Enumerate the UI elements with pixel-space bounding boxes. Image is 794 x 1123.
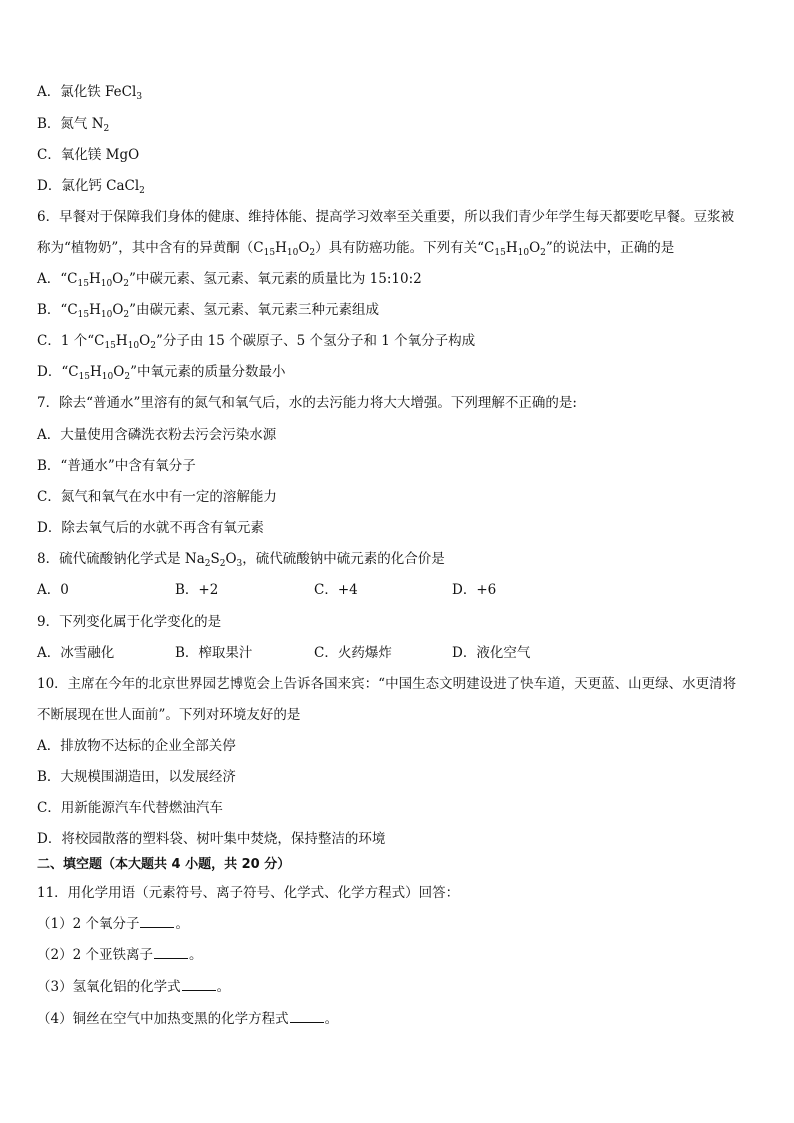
q9-option-a: A．冰雪融化 — [37, 645, 115, 661]
text: 称为“植物奶”，其中含有的异黄酮（C — [37, 240, 264, 256]
text: （3）氢氧化铝的化学式 — [37, 979, 181, 995]
option-text: A．氯化铁 FeCl — [37, 84, 137, 100]
q6-stem-line2 — [37, 239, 674, 257]
subscript: 10 — [517, 248, 530, 258]
text: （4）铜丝在空气中加热变黑的化学方程式 — [37, 1011, 289, 1027]
q10-option-a: A．排放物不达标的企业全部关停 — [37, 738, 236, 754]
subscript: 2 — [150, 341, 156, 351]
text: 。 — [175, 916, 189, 932]
subscript: 15 — [77, 310, 90, 320]
text: ”中氧元素的质量分数最小 — [130, 364, 286, 380]
subscript: 10 — [100, 310, 113, 320]
q11-item-4 — [37, 1010, 338, 1028]
subscript: 2 — [103, 124, 110, 134]
q7-option-a: A．大量使用含磷洗衣粉去污会污染水源 — [37, 427, 277, 443]
q8-option-b: B．+2 — [175, 582, 219, 598]
q11-item-1 — [37, 915, 189, 933]
text: H — [505, 240, 518, 256]
q5-option-b — [37, 115, 109, 133]
subscript: 15 — [494, 248, 506, 258]
q6-stem-line1: 6．早餐对于保障我们身体的健康、维持体能、提高学习效率至关重要，所以我们青少年学生每天都要吃早餐。豆浆被 — [37, 209, 735, 225]
subscript: 2 — [124, 372, 131, 382]
text: ）具有防癌功能。下列有关“C — [315, 240, 495, 256]
subscript: 2 — [540, 248, 546, 258]
subscript: 10 — [100, 279, 113, 289]
text: H — [115, 333, 128, 349]
subscript: 2 — [139, 186, 145, 196]
q9-options — [37, 644, 757, 662]
q8-stem — [37, 550, 445, 568]
q10-option-d: D．将校园散落的塑料袋、树叶集中焚烧，保持整洁的环境 — [37, 831, 386, 847]
text: ”由碳元素、氢元素、氧元素三种元素组成 — [129, 302, 380, 318]
text: 。 — [324, 1011, 339, 1027]
text: ”的说法中，正确的是 — [545, 240, 675, 256]
q5-option-d — [37, 177, 145, 195]
text: O — [225, 551, 237, 567]
text: O — [298, 240, 310, 256]
q11-item-2 — [37, 946, 202, 964]
text: S — [210, 551, 220, 567]
subscript: 3 — [236, 559, 243, 569]
subscript: 2 — [123, 279, 129, 289]
subscript: 2 — [219, 559, 226, 569]
text: H — [88, 271, 101, 287]
subscript: 15 — [263, 248, 276, 258]
subscript: 10 — [286, 248, 299, 258]
text: O — [139, 333, 151, 349]
q9-option-c: C．火药爆炸 — [314, 645, 392, 661]
text: ，硫代硫酸钠中硫元素的化合价是 — [242, 551, 445, 567]
q7-option-b: B．“普通水”中含有氧分子 — [37, 458, 196, 474]
q6-option-c — [37, 332, 475, 350]
text: （2）2 个亚铁离子 — [37, 947, 153, 963]
q7-option-c: C．氮气和氧气在水中有一定的溶解能力 — [37, 489, 277, 505]
subscript: 10 — [101, 372, 114, 382]
subscript: 2 — [204, 559, 211, 569]
option-text: C．氧化镁 MgO — [37, 147, 140, 163]
q7-stem: 7．除去“普通水”里溶有的氮气和氧气后，水的去污能力将大大增强。下列理解不正确的是: — [37, 395, 577, 411]
text: B．“C — [37, 302, 78, 318]
answer-blank[interactable] — [140, 915, 174, 928]
subscript: 2 — [123, 310, 130, 320]
subscript: 2 — [309, 248, 316, 258]
option-text: D．氯化钙 CaCl — [37, 178, 140, 194]
answer-blank[interactable] — [182, 978, 216, 991]
text: D．“C — [37, 364, 79, 380]
q7-option-d: D．除去氧气后的水就不再含有氧元素 — [37, 520, 264, 536]
text: C．1 个“C — [37, 333, 105, 349]
q9-option-d: D．液化空气 — [452, 645, 531, 661]
text: H — [90, 364, 102, 380]
text: O — [113, 364, 125, 380]
text: O — [112, 271, 124, 287]
q11-item-3 — [37, 978, 230, 996]
text: （1）2 个氧分子 — [37, 916, 140, 932]
q10-stem-line2: 不断展现在世人面前”。下列对环境友好的是 — [37, 707, 301, 723]
section-heading: 二、填空题（本大题共 4 小题，共 20 分） — [37, 857, 291, 872]
answer-blank[interactable] — [290, 1010, 324, 1023]
subscript: 15 — [77, 279, 89, 289]
subscript: 3 — [136, 92, 143, 102]
text: ”分子由 15 个碳原子、5 个氢分子和 1 个氧分子构成 — [155, 333, 476, 349]
subscript: 15 — [78, 372, 91, 382]
text: O — [112, 302, 124, 318]
text: 8．硫代硫酸钠化学式是 Na — [37, 551, 205, 567]
text: 。 — [188, 947, 203, 963]
subscript: 10 — [127, 341, 140, 351]
text: A．“C — [37, 271, 78, 287]
text: H — [275, 240, 287, 256]
text: ”中碳元素、氢元素、氧元素的质量比为 15:10:2 — [128, 271, 422, 287]
text: 。 — [216, 979, 231, 995]
q6-option-d — [37, 363, 285, 381]
q9-option-b: B．榨取果汁 — [175, 645, 253, 661]
q8-option-a: A．0 — [37, 582, 69, 598]
text: H — [89, 302, 101, 318]
q5-option-a — [37, 83, 142, 101]
q10-option-b: B．大规模围湖造田，以发展经济 — [37, 769, 236, 785]
q6-option-a — [37, 270, 422, 288]
q11-stem: 11．用化学用语（元素符号、离子符号、化学式、化学方程式）回答： — [37, 885, 460, 901]
q6-option-b — [37, 301, 379, 319]
q8-option-c: C．+4 — [314, 582, 358, 598]
q10-option-c: C．用新能源汽车代替燃油汽车 — [37, 800, 223, 816]
q10-stem-line1: 10．主席在今年的北京世界园艺博览会上告诉各国来宾：“中国生态文明建设进了快车道，天更蓝、山更绿、水更清将 — [37, 676, 737, 692]
q9-stem: 9．下列变化属于化学变化的是 — [37, 614, 222, 630]
answer-blank[interactable] — [154, 946, 188, 959]
option-text: B．氮气 N — [37, 116, 104, 132]
q5-option-c — [37, 146, 139, 164]
q8-options — [37, 581, 757, 599]
text: O — [529, 240, 541, 256]
q8-option-d: D．+6 — [452, 582, 497, 598]
subscript: 15 — [104, 341, 116, 351]
